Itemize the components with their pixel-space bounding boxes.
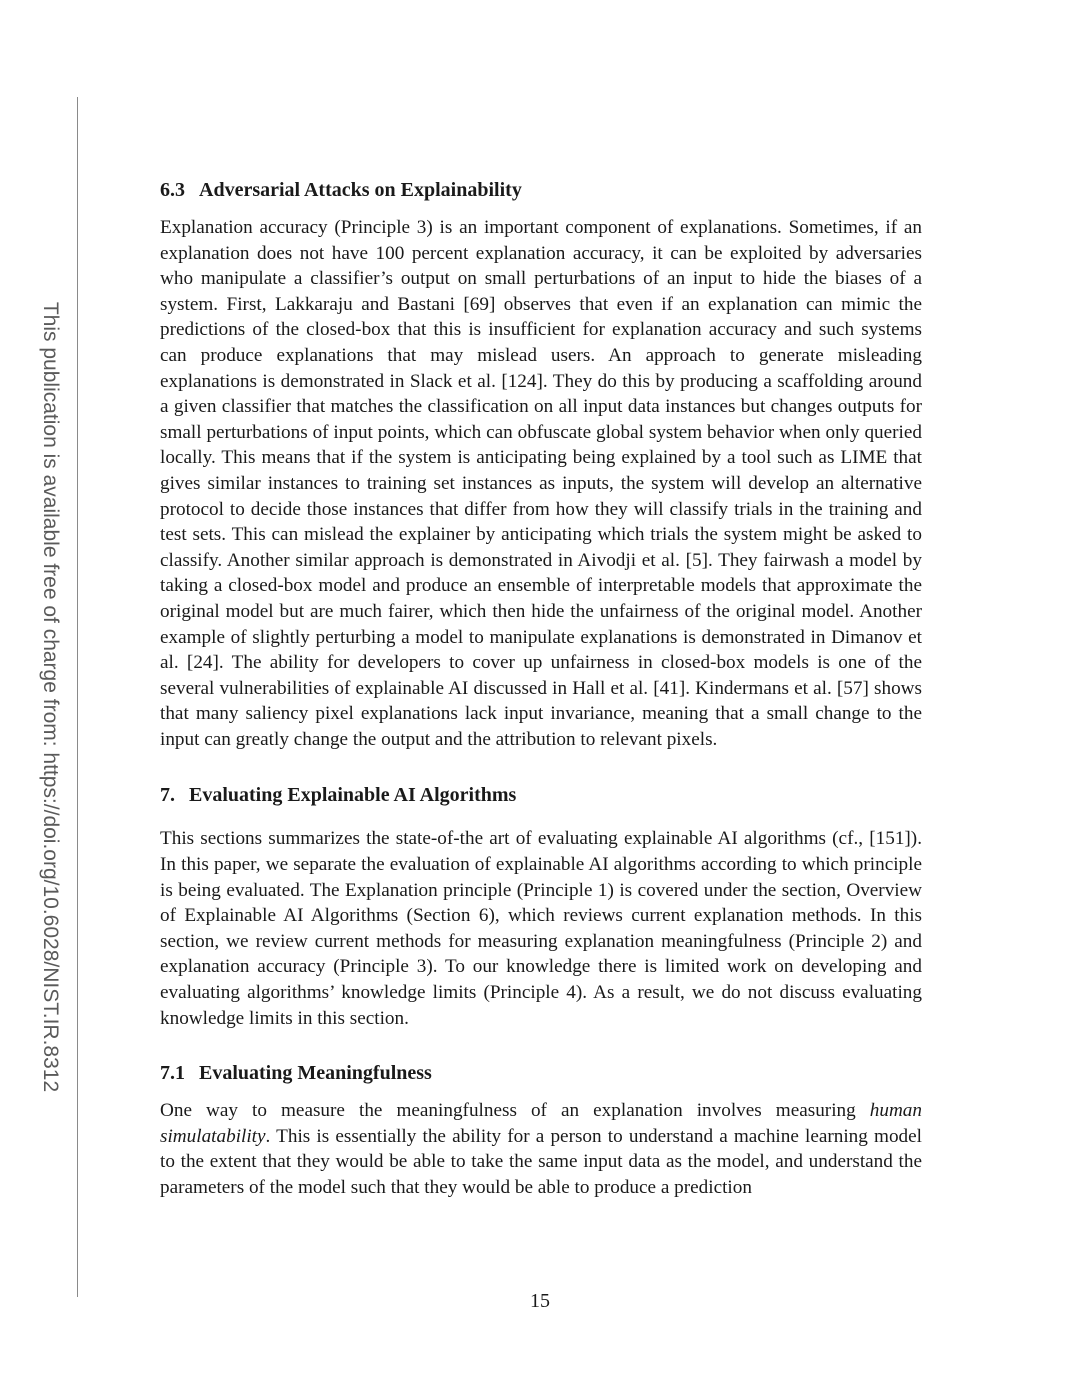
page-number: 15 <box>530 1290 550 1312</box>
paragraph-text: . This is essentially the ability for a person to understand a machine learning model to the extent that they would be able to take the same input data as the model, and understand the parameters of the model such that they would be able to produce a prediction <box>160 1125 922 1198</box>
paragraph-text: One way to measure the meaningfulness of an explanation involves measuring <box>160 1100 870 1122</box>
section-heading-7-1 <box>160 1059 922 1087</box>
section-heading-7 <box>160 781 922 809</box>
section-paragraph-6-3: Explanation accuracy (Principle 3) is an important component of explanations. Sometimes, if an explanation does not have 100 percent explanation accuracy, it can be exploited by adversaries who manipulate a classifier’s output on small perturbations of an input to hide the biases of a system. First, Lakkaraju and Bastani [69] observes that even if an explanation can mimic the predictions of the closed-box that this is insufficient for explanation accuracy and such systems can produce explanations that may mislead users. An approach to generate misleading explanations is demonstrated in Slack et al. [124]. They do this by producing a scaffolding around a given classifier that matches the classification on all input data instances but changes outputs for small perturbations of input points, which can obfuscate global system behavior when only queried locally. This means that if the system is anticipating being explained by a tool such as LIME that gives similar instances to training set instances as inputs, the system will develop an alternative protocol to decide those instances that differ from how they will classify trials in the training and test sets. This can mislead the explainer by anticipating which trials the system might be asked to classify. Another similar approach is demonstrated in Aivodji et al. [5]. They fairwash a model by taking a closed-box model and produce an ensemble of interpretable models that approximate the original model but are much fairer, which then hide the unfairness of the original model. Another example of slightly perturbing a model to manipulate explanations is demonstrated in Dimanov et al. [24]. The ability for developers to cover up unfairness in closed-box models is one of the several vulnerabilities of explainable AI discussed in Hall et al. [41]. Kindermans et al. [57] shows that many saliency pixel explanations lack input invariance, meaning that a small change to the input can greatly change the output and the attribution to relevant pixels. <box>160 217 922 750</box>
section-title: Evaluating Explainable AI Algorithms <box>189 784 517 807</box>
emphasized-term: human simulatability <box>160 1100 922 1147</box>
section-number: 7.1 <box>160 1062 185 1085</box>
section-number: 6.3 <box>160 179 185 201</box>
section-heading-6-3 <box>160 176 922 204</box>
section-paragraph-7: This sections summarizes the state-of-the art of evaluating explainable AI algorithms (cf., [151]). In this paper, we separate the evaluation of explainable AI algorithms according to which principle is being evaluated. The Explanation principle (Principle 1) is covered under the section, Overview of Explainable AI Algorithms (Section 6), which reviews current explanation methods. In this section, we review current methods for measuring explanation meaningfulness (Principle 2) and explanation accuracy (Principle 3). To our knowledge there is limited work on developing and evaluating algorithms’ knowledge limits (Principle 4). As a result, we do not discuss evaluating knowledge limits in this section. <box>160 828 922 1029</box>
section-paragraph-7-1 <box>160 1098 922 1200</box>
page-body <box>160 176 922 1201</box>
margin-rule <box>77 97 78 1297</box>
section-title: Adversarial Attacks on Explainability <box>199 179 522 201</box>
section-number: 7. <box>160 784 175 807</box>
section-title: Evaluating Meaningfulness <box>199 1062 432 1085</box>
availability-notice: This publication is available free of charge from: https://doi.org/10.6028/NIST.IR.8312 <box>39 301 62 1093</box>
